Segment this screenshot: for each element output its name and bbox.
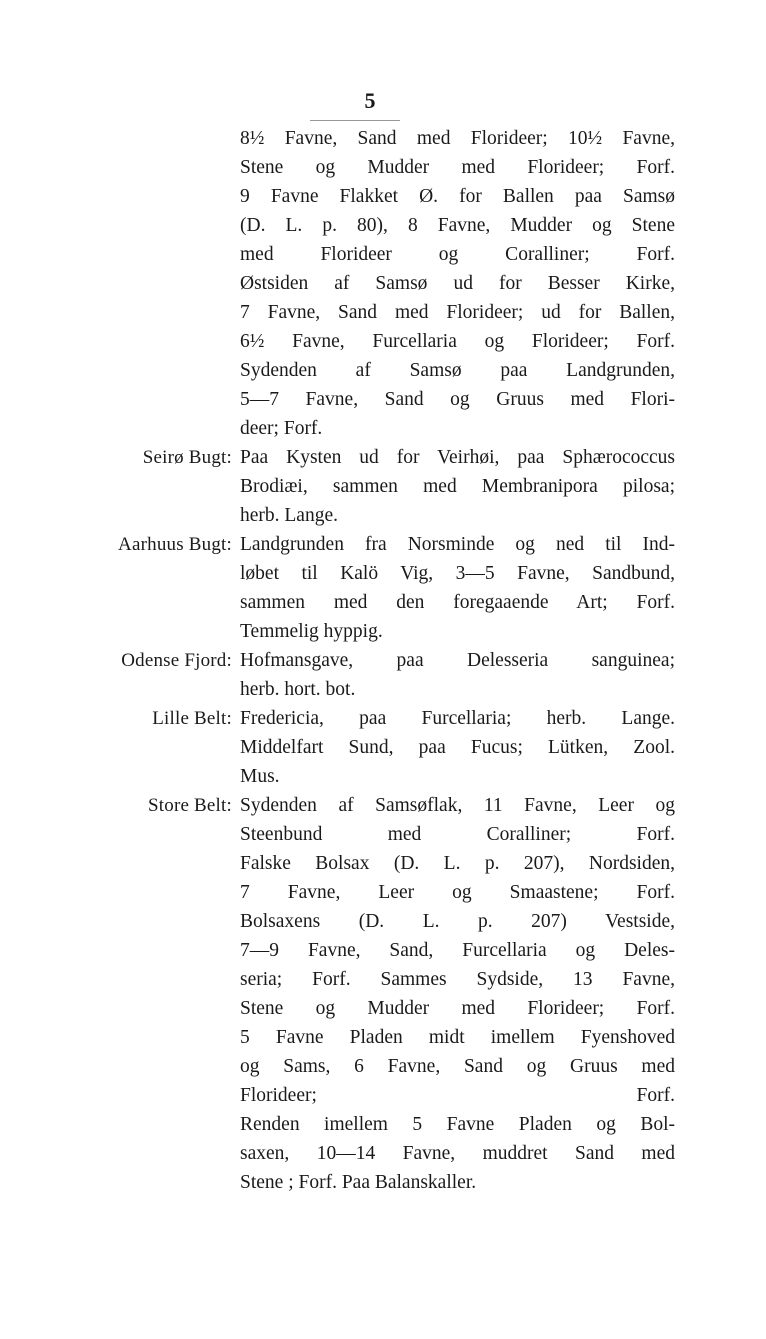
text-line: 8½ Favne, Sand med Florideer; 10½ Favne,	[240, 128, 675, 149]
text-line: Mus.	[240, 766, 280, 787]
locality-entry	[30, 791, 675, 1197]
text-line: Brodiæi, sammen med Membranipora pilosa;	[240, 476, 675, 497]
text-line: sammen med den foregaaende Art; Forf.	[240, 592, 675, 613]
text-line: 7—9 Favne, Sand, Furcellaria og Deles-	[240, 940, 675, 961]
locality-text	[240, 124, 675, 443]
text-line: med Florideer og Coralliner; Forf.	[240, 244, 675, 265]
text-line: Bolsaxens (D. L. p. 207) Vestside,	[240, 911, 675, 932]
text-line: saxen, 10—14 Favne, muddret Sand med	[240, 1143, 675, 1164]
text-line: Sydenden af Samsøflak, 11 Favne, Leer og	[240, 795, 675, 816]
text-line: Paa Kysten ud for Veirhøi, paa Sphærococcus	[240, 447, 675, 468]
text-line: Stene og Mudder med Florideer; Forf.	[240, 157, 675, 178]
text-line: Renden imellem 5 Favne Pladen og Bol-	[240, 1114, 675, 1135]
locality-text	[240, 646, 675, 704]
text-line: herb. Lange.	[240, 505, 338, 526]
text-line: 5 Favne Pladen midt imellem Fyenshoved	[240, 1027, 675, 1048]
text-line: Falske Bolsax (D. L. p. 207), Nordsiden,	[240, 853, 675, 874]
text-line: deer; Forf.	[240, 418, 323, 439]
text-line: Stene og Mudder med Florideer; Forf.	[240, 998, 675, 1019]
text-line: Sydenden af Samsø paa Landgrunden,	[240, 360, 675, 381]
text-line: Florideer; Forf.	[240, 1085, 675, 1106]
text-line: og Sams, 6 Favne, Sand og Gruus med	[240, 1056, 675, 1077]
locality-label: Seirø Bugt:	[142, 447, 232, 468]
locality-entry	[30, 443, 675, 530]
text-line: 5—7 Favne, Sand og Gruus med Flori-	[240, 389, 675, 410]
locality-text	[240, 530, 675, 646]
locality-entry	[30, 124, 675, 443]
locality-entry	[30, 530, 675, 646]
locality-label: Aarhuus Bugt:	[118, 534, 232, 555]
text-line: seria; Forf. Sammes Sydside, 13 Favne,	[240, 969, 675, 990]
locality-text	[240, 443, 675, 530]
locality-entry	[30, 646, 675, 704]
page-number: 5	[364, 88, 376, 113]
locality-text	[240, 791, 675, 1197]
text-line: Temmelig hyppig.	[240, 621, 383, 642]
text-line: Steenbund med Coralliner; Forf.	[240, 824, 675, 845]
text-line: Middelfart Sund, paa Fucus; Lütken, Zool.	[240, 737, 675, 758]
locality-label: Store Belt:	[148, 795, 232, 816]
text-line: 9 Favne Flakket Ø. for Ballen paa Samsø	[240, 186, 675, 207]
locality-entry	[30, 704, 675, 791]
text-line: 6½ Favne, Furcellaria og Florideer; Forf.	[240, 331, 675, 352]
text-line: (D. L. p. 80), 8 Favne, Mudder og Stene	[240, 215, 675, 236]
locality-label: Lille Belt:	[152, 708, 232, 729]
text-body	[30, 124, 675, 1197]
locality-label: Odense Fjord:	[121, 650, 232, 671]
page-number-rule	[310, 120, 400, 121]
text-line: Fredericia, paa Furcellaria; herb. Lange.	[240, 708, 675, 729]
locality-text	[240, 704, 675, 791]
text-line: Østsiden af Samsø ud for Besser Kirke,	[240, 273, 675, 294]
text-line: 7 Favne, Leer og Smaastene; Forf.	[240, 882, 675, 903]
text-line: Stene ; Forf. Paa Balanskaller.	[240, 1172, 477, 1193]
text-line: Hofmansgave, paa Delesseria sanguinea;	[240, 650, 675, 671]
text-line: herb. hort. bot.	[240, 679, 356, 700]
text-line: 7 Favne, Sand med Florideer; ud for Ballen,	[240, 302, 675, 323]
text-line: løbet til Kalö Vig, 3—5 Favne, Sandbund,	[240, 563, 675, 584]
text-line: Landgrunden fra Norsminde og ned til Ind-	[240, 534, 675, 555]
